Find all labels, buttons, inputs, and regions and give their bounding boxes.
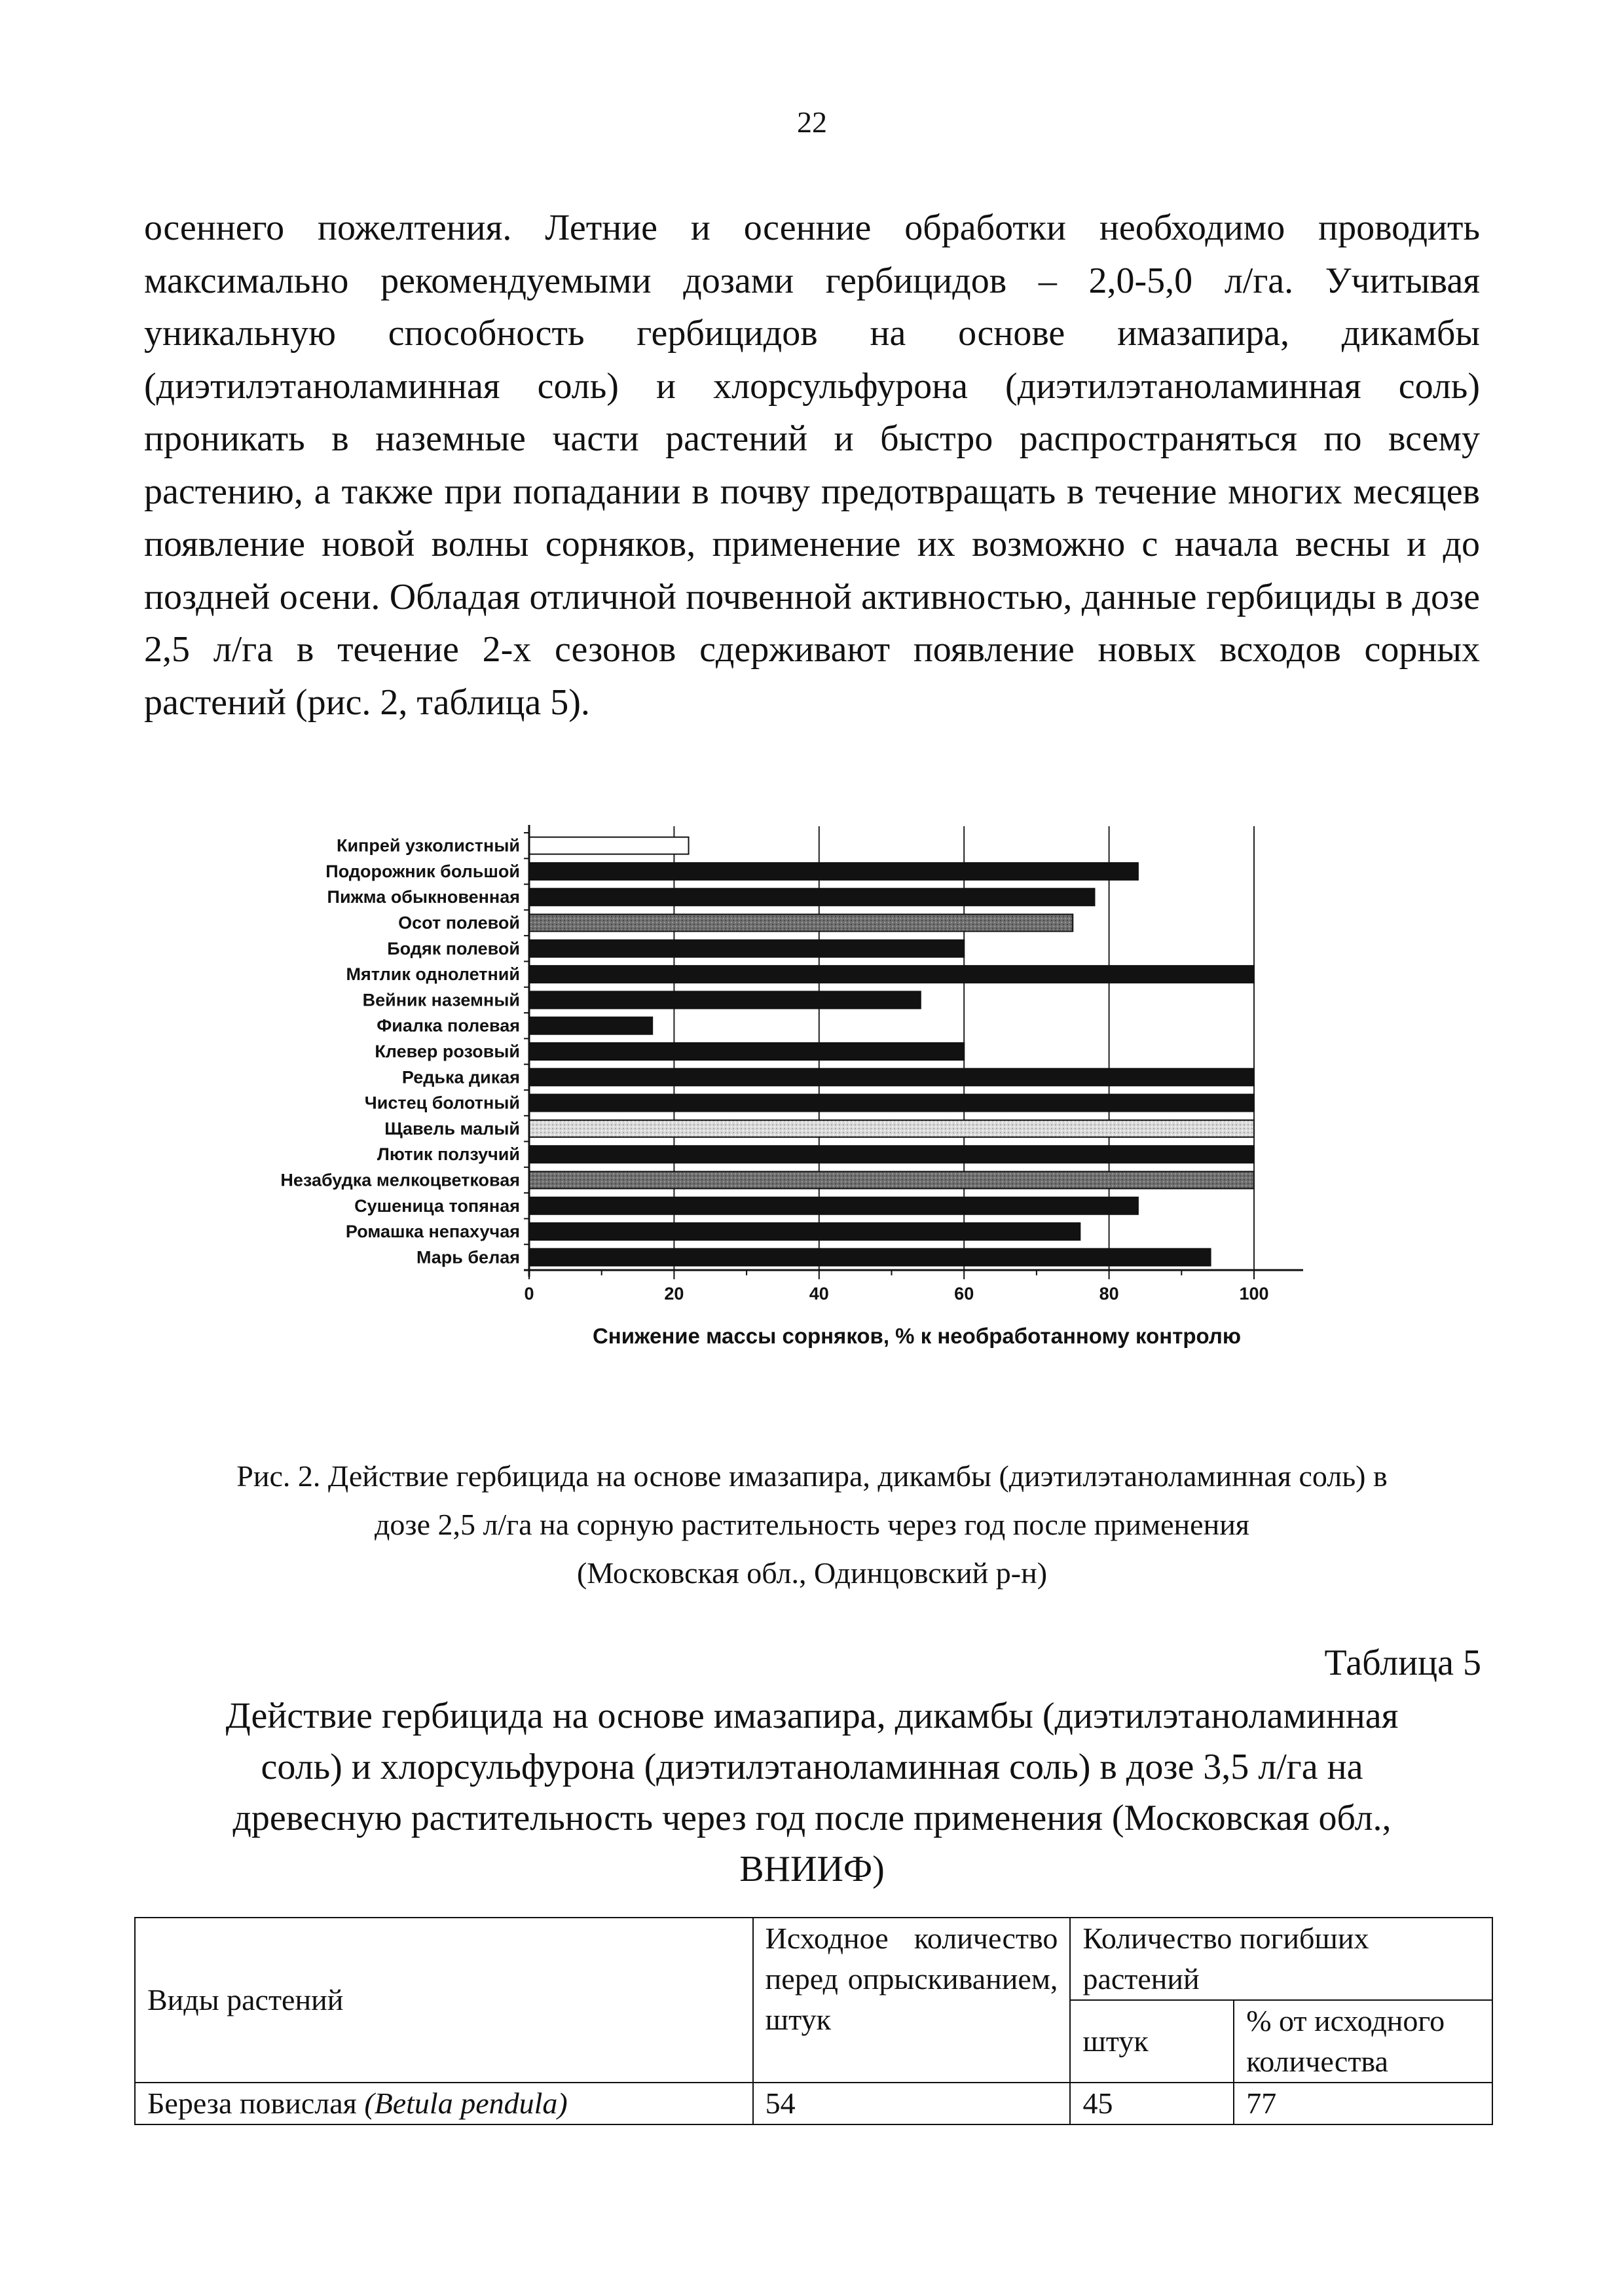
bar bbox=[529, 1120, 1254, 1137]
header-dead-percent: % от исходного количества bbox=[1234, 2000, 1492, 2083]
cell-initial: 54 bbox=[753, 2083, 1071, 2124]
bar bbox=[529, 1043, 964, 1060]
category-label: Кипрей узколистный bbox=[336, 835, 520, 856]
category-label: Вейник наземный bbox=[362, 990, 520, 1010]
bar bbox=[529, 1248, 1211, 1266]
x-tick-label: 0 bbox=[524, 1284, 534, 1303]
category-label: Осот полевой bbox=[398, 913, 520, 933]
bar bbox=[529, 1171, 1254, 1188]
x-tick-label: 100 bbox=[1239, 1284, 1269, 1303]
body-paragraph: осеннего пожелтения. Летние и осенние обработки необходимо проводить максимально рекомендуемыми дозами гербицидов – 2,0-5,0 л/га. Учитывая уникальную способность гербицидов на основе имазапира, дикамбы (диэтилэтаноламинная соль) и хлорсульфурона (диэтилэтаноламинная соль) проникать в наземные части растений и быстро распространяться по всему растению, а также при попадании в почву предотвращать в течение многих месяцев появление новой волны сорняков, применение их возможно с начала весны и до поздней осени. Обладая отличной почвенной активностью, данные гербициды в дозе 2,5 л/га в течение 2-х сезонов сдерживают появление новых всходов сорных растений (рис. 2, таблица 5). bbox=[144, 208, 1480, 723]
table-header-row bbox=[135, 1918, 1492, 2000]
weed-reduction-bar-chart bbox=[0, 812, 1624, 1401]
x-tick-label: 60 bbox=[954, 1284, 974, 1303]
header-initial: Исходное количество перед опрыскиванием, штук bbox=[753, 1918, 1071, 2083]
x-axis-title: Снижение массы сорняков, % к необработанному контролю bbox=[592, 1324, 1242, 1348]
species-latin: (Betula pendula) bbox=[364, 2086, 568, 2120]
table-title-line-4: ВНИИФ) bbox=[739, 1849, 885, 1889]
caption-line-1: Рис. 2. Действие гербицида на основе имазапира, дикамбы (диэтилэтаноламинная соль) в bbox=[236, 1459, 1388, 1493]
bar bbox=[529, 1095, 1254, 1112]
header-dead: Количество погибших растений bbox=[1070, 1918, 1492, 2000]
bar bbox=[529, 940, 964, 957]
table-title-line-1: Действие гербицида на основе имазапира, дикамбы (диэтилэтаноламинная bbox=[225, 1696, 1399, 1736]
category-label: Ромашка непахучая bbox=[345, 1222, 520, 1242]
x-tick-label: 20 bbox=[664, 1284, 684, 1303]
table-title bbox=[157, 1690, 1467, 1895]
category-label: Пижма обыкновенная bbox=[327, 887, 520, 907]
category-label: Редька дикая bbox=[401, 1067, 520, 1087]
species-ru: Береза повислая bbox=[147, 2086, 365, 2120]
bar bbox=[529, 1197, 1138, 1214]
bar bbox=[529, 966, 1254, 983]
category-label: Щавель малый bbox=[384, 1118, 520, 1139]
category-label: Незабудка мелкоцветковая bbox=[280, 1170, 520, 1190]
cell-dead-count: 45 bbox=[1070, 2083, 1234, 2124]
bar bbox=[529, 1017, 652, 1034]
bar bbox=[529, 863, 1138, 880]
bar bbox=[529, 888, 1094, 905]
cell-dead-percent: 77 bbox=[1234, 2083, 1492, 2124]
category-label: Фиалка полевая bbox=[377, 1015, 520, 1036]
bar bbox=[529, 915, 1073, 932]
bar bbox=[529, 1146, 1254, 1163]
category-label: Подорожник большой bbox=[325, 861, 520, 881]
category-label: Чистец болотный bbox=[364, 1093, 520, 1113]
table-title-line-3: древесную растительность через год после применения (Московская обл., bbox=[232, 1798, 1392, 1838]
category-label: Мятлик однолетний bbox=[346, 964, 520, 985]
table-row bbox=[135, 2083, 1492, 2124]
figure-caption bbox=[157, 1452, 1467, 1597]
caption-line-2: дозе 2,5 л/га на сорную растительность через год после применения bbox=[375, 1508, 1249, 1541]
category-label: Бодяк полевой bbox=[387, 938, 520, 958]
page-number: 22 bbox=[797, 105, 827, 139]
bar bbox=[529, 1068, 1254, 1085]
category-label: Марь белая bbox=[416, 1247, 520, 1267]
header-dead-count: штук bbox=[1070, 2000, 1234, 2083]
bar bbox=[529, 837, 689, 854]
caption-line-3: (Московская обл., Одинцовский р-н) bbox=[576, 1556, 1048, 1590]
cell-species bbox=[135, 2083, 753, 2124]
bar bbox=[529, 991, 921, 1008]
data-table bbox=[134, 1917, 1493, 2125]
bar bbox=[529, 1223, 1080, 1240]
x-tick-label: 80 bbox=[1099, 1284, 1119, 1303]
x-tick-label: 40 bbox=[809, 1284, 829, 1303]
category-label: Клевер розовый bbox=[375, 1042, 520, 1061]
category-label: Сушеница топяная bbox=[354, 1195, 520, 1216]
header-species: Виды растений bbox=[135, 1918, 753, 2083]
table-title-line-2: соль) и хлорсульфурона (диэтилэтаноламинная соль) в дозе 3,5 л/га на bbox=[261, 1747, 1363, 1787]
table-label: Таблица 5 bbox=[1324, 1643, 1481, 1683]
category-label: Лютик ползучий bbox=[377, 1144, 520, 1165]
